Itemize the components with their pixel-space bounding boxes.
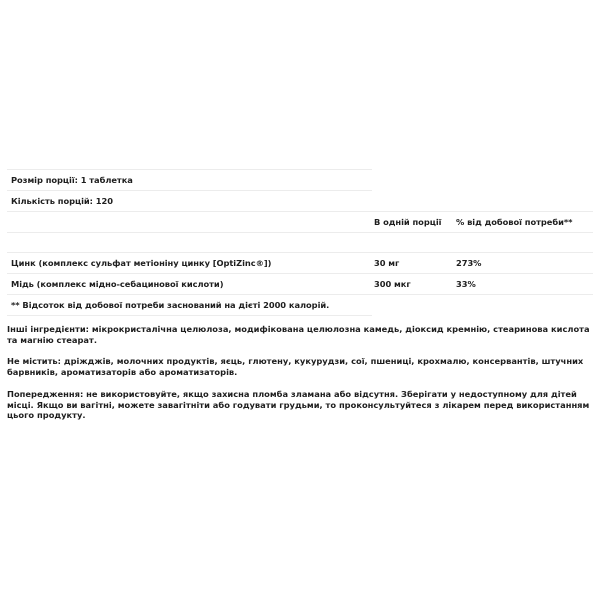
nutrient-daily-value: 33% bbox=[456, 279, 476, 289]
does-not-contain: Не містить: дріжджів, молочних продуктів, яєць, глютену, кукурудзи, сої, пшениці, крохмалю, консервантів, штучних барвників, ароматизаторів або ароматизаторів. bbox=[7, 356, 584, 377]
divider bbox=[7, 294, 593, 295]
nutrient-name: Цинк (комплекс сульфат метіоніну цинку [OptiZinc®]) bbox=[11, 258, 272, 268]
divider bbox=[7, 252, 593, 253]
divider bbox=[7, 211, 593, 212]
column-header-daily-value: % від добової потреби** bbox=[456, 217, 573, 227]
divider bbox=[7, 232, 593, 233]
column-header-amount: В одній порції bbox=[374, 217, 442, 227]
table-footnote: ** Відсоток від добової потреби заснований на дієті 2000 калорій. bbox=[11, 300, 330, 310]
warning: Попередження: не використовуйте, якщо захисна пломба зламана або відсутня. Зберігати у недоступному для дітей місці. Якщо ви вагітні, можете завагітніти або годувати грудьми, то проконсультуйтеся з лікарем перед використанням цього продукту. bbox=[7, 389, 590, 421]
servings-per-container: Кількість порцій: 120 bbox=[11, 196, 113, 206]
divider bbox=[7, 315, 372, 316]
nutrient-daily-value: 273% bbox=[456, 258, 482, 268]
nutrient-amount: 30 мг bbox=[374, 258, 400, 268]
divider bbox=[7, 273, 593, 274]
other-ingredients: Інші інгредієнти: мікрокристалічна целюлоза, модифікована целюлозна камедь, діоксид кремнію, стеаринова кислота та магнію стеарат. bbox=[7, 324, 590, 345]
nutrient-amount: 300 мкг bbox=[374, 279, 411, 289]
divider bbox=[7, 169, 372, 170]
nutrient-name: Мідь (комплекс мідно-себацинової кислоти) bbox=[11, 279, 224, 289]
serving-size: Розмір порції: 1 таблетка bbox=[11, 175, 133, 185]
divider bbox=[7, 190, 372, 191]
